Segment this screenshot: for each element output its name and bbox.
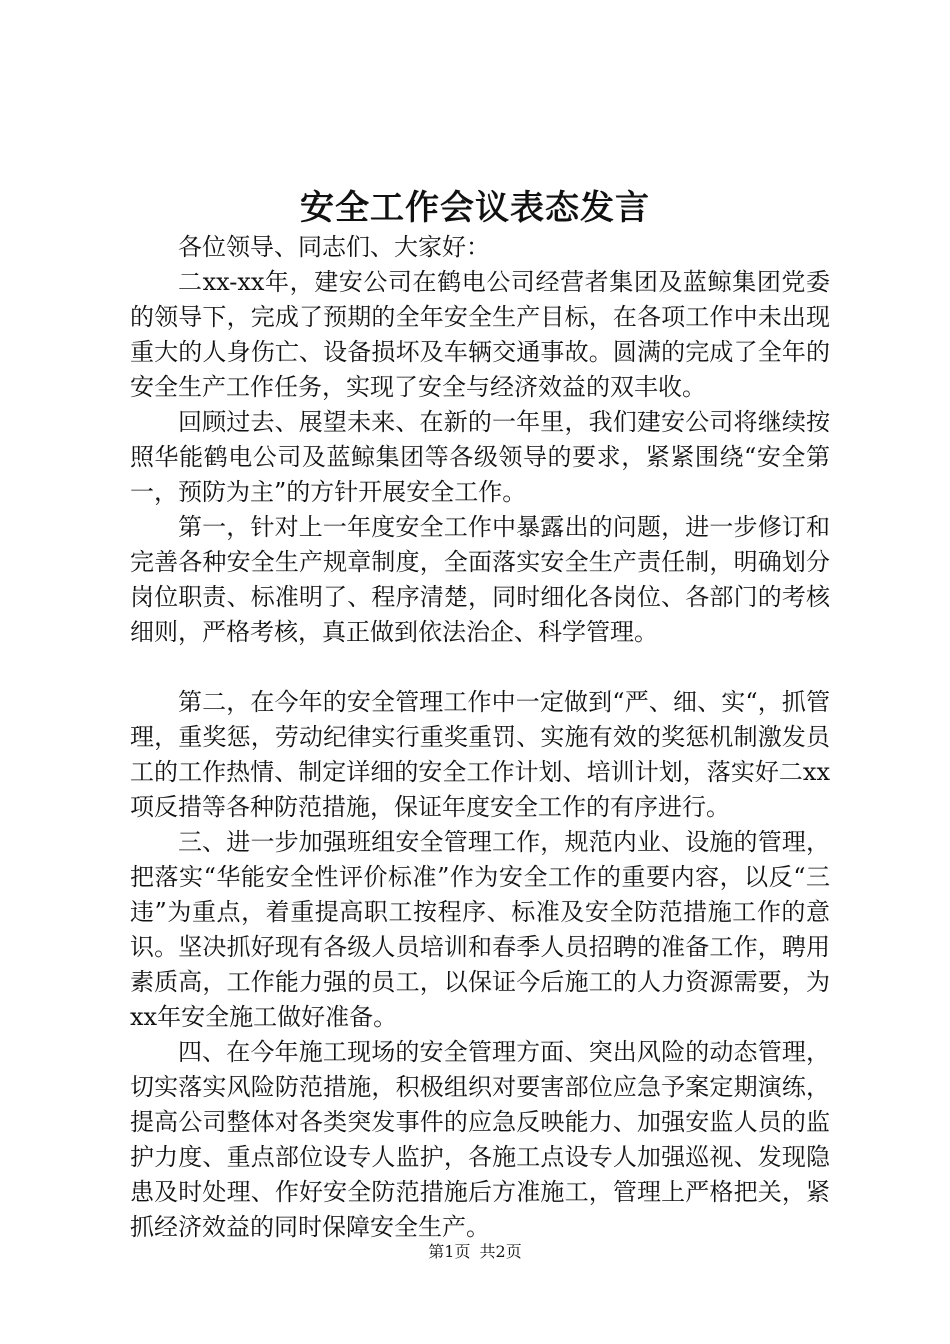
- body-paragraph: 三、进一步加强班组安全管理工作，规范内业、设施的管理，把落实“华能安全性评价标准”作为安全工作的重要内容，以反“三违”为重点，着重提高职工按程序、标准及安全防范措施工作的意识。坚决抓好现有各级人员培训和春季人员招聘的准备工作，聘用素质高，工作能力强的员工，以保证今后施工的人力资源需要，为xx年安全施工做好准备。: [130, 828, 830, 1031]
- body-paragraph: 四、在今年施工现场的安全管理方面、突出风险的动态管理，切实落实风险防范措施，积极组织对要害部位应急予案定期演练，提高公司整体对各类突发事件的应急反映能力、加强安监人员的监护力度、重点部位设专人监护，各施工点设专人加强巡视、发现隐患及时处理、作好安全防范措施后方准施工，管理上严格把关，紧抓经济效益的同时保障安全生产。: [130, 1038, 830, 1241]
- page-footer: [0, 1240, 950, 1264]
- document-body: [130, 230, 830, 1245]
- body-paragraph: 第一，针对上一年度安全工作中暴露出的问题，进一步修订和完善各种安全生产规章制度，全面落实安全生产责任制，明确划分岗位职责、标准明了、程序清楚，同时细化各岗位、各部门的考核细则，严格考核，真正做到依法治企、科学管理。: [130, 513, 830, 646]
- page-total: 共2页: [479, 1242, 522, 1261]
- body-paragraph: 第二，在今年的安全管理工作中一定做到“严、细、实“，抓管理，重奖惩，劳动纪律实行重奖重罚、实施有效的奖惩机制激发员工的工作热情、制定详细的安全工作计划、培训计划，落实好二xx项反措等各种防范措施，保证年度安全工作的有序进行。: [130, 688, 830, 821]
- body-paragraph: 回顾过去、展望未来、在新的一年里，我们建安公司将继续按照华能鹤电公司及蓝鲸集团等各级领导的要求，紧紧围绕“安全第一，预防为主”的方针开展安全工作。: [130, 408, 830, 506]
- page-number: 第1页: [428, 1242, 471, 1261]
- salutation-paragraph: 各位领导、同志们、大家好：: [178, 233, 490, 261]
- body-paragraph: 二xx-xx年，建安公司在鹤电公司经营者集团及蓝鲸集团党委的领导下，完成了预期的全年安全生产目标，在各项工作中未出现重大的人身伤亡、设备损坏及车辆交通事故。圆满的完成了全年的安全生产工作任务，实现了安全与经济效益的双丰收。: [130, 268, 830, 401]
- document-title: 安全工作会议表态发言: [300, 188, 650, 228]
